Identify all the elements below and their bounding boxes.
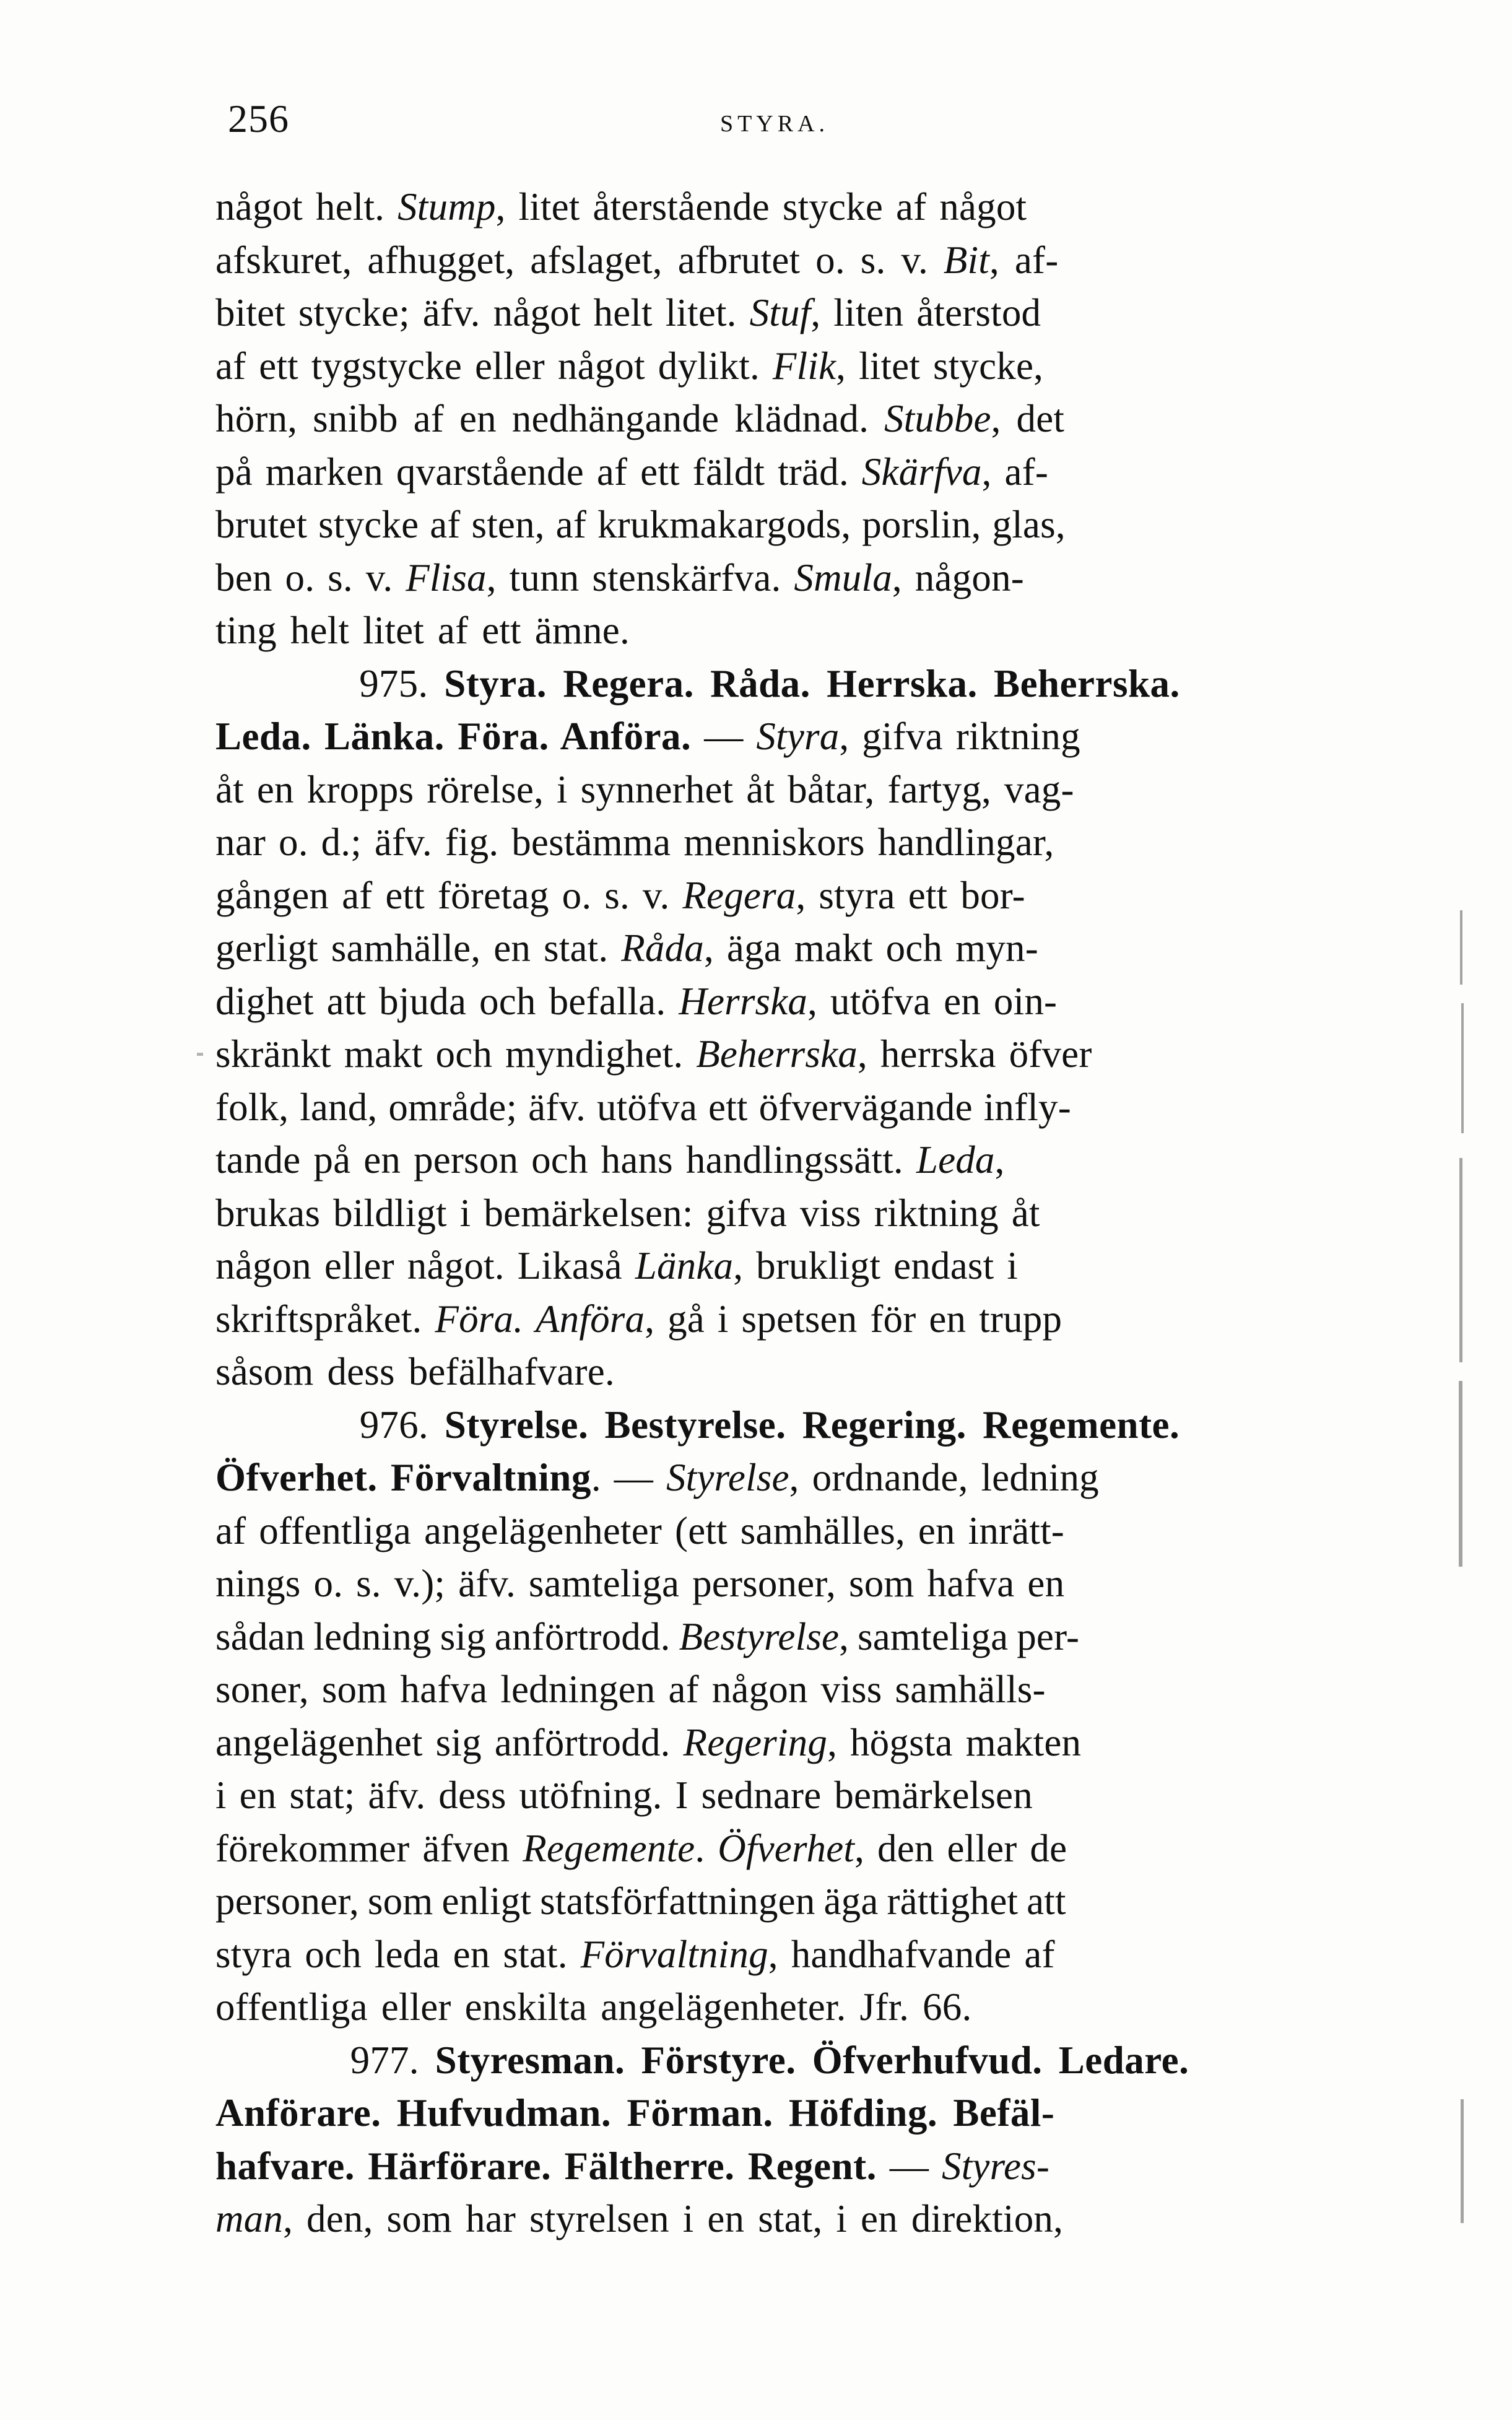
page-number: 256 bbox=[228, 97, 289, 141]
roman-text: nar o. d.; äfv. fig. bestämma menniskors handlingar, bbox=[215, 820, 1054, 864]
roman-text: — bbox=[876, 2144, 942, 2188]
running-head: STYRA. bbox=[719, 111, 830, 137]
roman-text: , litet stycke, bbox=[836, 344, 1044, 388]
italic-headword: Råda bbox=[621, 926, 705, 970]
italic-headword: Styrelse bbox=[666, 1456, 789, 1499]
text-line bbox=[215, 1452, 1324, 1505]
italic-headword: Stubbe bbox=[884, 397, 991, 440]
roman-text: af offentliga angelägenheter (ett samhälles, en inrätt- bbox=[215, 1508, 1064, 1552]
text-line bbox=[215, 2140, 1324, 2193]
roman-text: . bbox=[695, 1826, 718, 1870]
roman-text: . — bbox=[591, 1456, 666, 1499]
text-line bbox=[215, 975, 1324, 1029]
roman-text: ting helt litet af ett ämne. bbox=[215, 609, 630, 652]
text-line bbox=[215, 1240, 1324, 1293]
roman-text: , det bbox=[991, 397, 1065, 440]
italic-headword: Förvaltning bbox=[580, 1932, 768, 1976]
roman-text: , gifva riktning bbox=[839, 715, 1080, 758]
text-line bbox=[215, 287, 1324, 340]
italic-headword: Regering bbox=[683, 1720, 828, 1764]
bold-headword: Styrelse. Bestyrelse. Regering. Regemente. bbox=[444, 1403, 1180, 1447]
text-line bbox=[215, 1663, 1324, 1717]
roman-text: , någon- bbox=[892, 555, 1024, 599]
italic-headword: Stuf bbox=[749, 291, 811, 334]
roman-text: 977. bbox=[350, 2038, 435, 2082]
roman-text: något helt. bbox=[215, 185, 398, 229]
text-line bbox=[215, 869, 1324, 923]
roman-text: nings o. s. v.); äfv. samteliga personer, som hafva en bbox=[215, 1562, 1065, 1605]
text-line bbox=[215, 1134, 1324, 1187]
text-line bbox=[215, 710, 1324, 764]
roman-text: brukas bildligt i bemärkelsen: gifva viss riktning åt bbox=[215, 1191, 1040, 1235]
italic-headword: Regera bbox=[682, 873, 796, 917]
text-line bbox=[215, 1293, 1324, 1346]
roman-text: styra och leda en stat. bbox=[215, 1932, 581, 1976]
text-line bbox=[215, 2193, 1324, 2246]
text-line bbox=[215, 498, 1324, 552]
roman-text: folk, land, område; äfv. utöfva ett öfvervägande infly- bbox=[215, 1085, 1071, 1129]
roman-text: såsom dess befälhafvare. bbox=[215, 1350, 615, 1393]
text-line bbox=[215, 234, 1324, 287]
roman-text: soner, som hafva ledningen af någon viss samhälls- bbox=[215, 1668, 1046, 1711]
roman-text: , tunn stenskärfva. bbox=[486, 555, 794, 599]
roman-text: — bbox=[691, 715, 757, 758]
italic-headword: Öfverhet bbox=[718, 1826, 855, 1870]
text-line bbox=[215, 2087, 1324, 2140]
italic-headword: Leda bbox=[916, 1138, 995, 1182]
text-line bbox=[215, 764, 1324, 817]
roman-text: förekommer äfven bbox=[215, 1826, 523, 1870]
text-line bbox=[215, 1822, 1324, 1876]
text-line bbox=[215, 816, 1324, 869]
text-line bbox=[215, 1875, 1324, 1928]
page-header bbox=[0, 81, 1512, 155]
text-line bbox=[215, 658, 1324, 711]
text-line bbox=[215, 1769, 1324, 1822]
roman-text: af ett tygstycke eller något dylikt. bbox=[215, 344, 773, 388]
roman-text: på marken qvarstående af ett fäldt träd. bbox=[215, 450, 862, 494]
roman-text: , brukligt endast i bbox=[733, 1244, 1018, 1287]
text-line bbox=[215, 1028, 1324, 1081]
roman-text: i en stat; äfv. dess utöfning. I sednare bemärkelsen bbox=[215, 1774, 1033, 1817]
roman-text: skriftspråket. bbox=[215, 1297, 435, 1341]
roman-text: , handhafvande af bbox=[768, 1932, 1055, 1976]
italic-headword: Regemente bbox=[523, 1826, 695, 1870]
roman-text: någon eller något. Likaså bbox=[215, 1244, 635, 1287]
roman-text: , utöfva en oin- bbox=[807, 979, 1058, 1023]
text-line bbox=[215, 1399, 1324, 1452]
body-text-block bbox=[215, 181, 1324, 2246]
italic-headword: Flisa bbox=[406, 555, 487, 599]
text-line bbox=[215, 340, 1324, 393]
roman-text: , af- bbox=[989, 238, 1059, 282]
scan-edge-artifact bbox=[1459, 1381, 1462, 1567]
italic-headword: Bestyrelse bbox=[679, 1614, 840, 1658]
text-line bbox=[215, 393, 1324, 446]
roman-text: , bbox=[994, 1138, 1005, 1182]
roman-text: 976. bbox=[359, 1403, 445, 1447]
roman-text: hörn, snibb af en nedhängande klädnad. bbox=[215, 397, 884, 440]
bold-headword: Styra. Regera. Råda. Herrska. Beherrska. bbox=[444, 661, 1180, 705]
roman-text: skränkt makt och myndighet. bbox=[215, 1032, 697, 1076]
italic-headword: Länka bbox=[635, 1244, 734, 1287]
italic-headword: Föra. Anföra bbox=[435, 1297, 645, 1341]
text-line bbox=[215, 446, 1324, 499]
scan-edge-artifact bbox=[1459, 1158, 1462, 1362]
text-line bbox=[215, 552, 1324, 605]
italic-headword: Bit bbox=[943, 238, 989, 282]
text-line bbox=[215, 1346, 1324, 1399]
italic-headword: Beherrska bbox=[696, 1032, 858, 1076]
roman-text: , styra ett bor- bbox=[796, 873, 1025, 917]
roman-text: , af- bbox=[981, 450, 1049, 494]
roman-text: 975. bbox=[359, 661, 445, 705]
scan-edge-artifact bbox=[1461, 1003, 1464, 1133]
text-line bbox=[215, 1187, 1324, 1240]
italic-headword: Styres- bbox=[942, 2144, 1050, 2188]
italic-headword: Stump bbox=[398, 185, 496, 229]
roman-text: , liten återstod bbox=[810, 291, 1041, 334]
scan-edge-artifact bbox=[1461, 2099, 1464, 2223]
roman-text: bitet stycke; äfv. något helt litet. bbox=[215, 291, 750, 334]
roman-text: offentliga eller enskilta angelägenheter. Jfr. 66. bbox=[215, 1985, 972, 2029]
roman-text: , högsta makten bbox=[827, 1720, 1082, 1764]
italic-headword: Flik bbox=[772, 344, 836, 388]
roman-text: afskuret, afhugget, afslaget, afbrutet o. s. v. bbox=[215, 238, 944, 282]
italic-headword: man bbox=[215, 2197, 284, 2240]
roman-text: tande på en person och hans handlingssätt. bbox=[215, 1138, 916, 1182]
roman-text: dighet att bjuda och befalla. bbox=[215, 979, 679, 1023]
text-line bbox=[215, 2034, 1324, 2087]
bold-headword: Styresman. Förstyre. Öfverhufvud. Ledare. bbox=[435, 2038, 1189, 2082]
roman-text: , ordnande, ledning bbox=[789, 1456, 1099, 1499]
roman-text: brutet stycke af sten, af krukmakargods, porslin, glas, bbox=[215, 503, 1066, 546]
text-line bbox=[215, 1981, 1324, 2034]
roman-text: , litet återstående stycke af något bbox=[495, 185, 1027, 229]
italic-headword: Herrska bbox=[679, 979, 808, 1023]
text-line bbox=[215, 1928, 1324, 1982]
roman-text: sådan ledning sig anförtrodd. bbox=[215, 1614, 679, 1658]
roman-text: , äga makt och myn- bbox=[704, 926, 1038, 970]
text-line bbox=[215, 1505, 1324, 1558]
text-line bbox=[215, 1557, 1324, 1611]
text-line bbox=[215, 1611, 1324, 1664]
bold-headword: Leda. Länka. Föra. Anföra. bbox=[215, 715, 692, 758]
roman-text: ben o. s. v. bbox=[215, 555, 406, 599]
italic-headword: Smula bbox=[794, 555, 892, 599]
roman-text: , gå i spetsen för en trupp bbox=[645, 1297, 1062, 1341]
italic-headword: Skärfva bbox=[861, 450, 982, 494]
roman-text: gerligt samhälle, en stat. bbox=[215, 926, 622, 970]
roman-text: , herrska öfver bbox=[857, 1032, 1092, 1076]
bold-headword: Anförare. Hufvudman. Förman. Höfding. Befäl- bbox=[215, 2091, 1055, 2135]
bold-headword: hafvare. Härförare. Fältherre. Regent. bbox=[215, 2144, 877, 2188]
roman-text: , den eller de bbox=[854, 1826, 1067, 1870]
text-line bbox=[215, 922, 1324, 975]
text-line bbox=[215, 604, 1324, 658]
roman-text: åt en kropps rörelse, i synnerhet åt båtar, fartyg, vag- bbox=[215, 767, 1074, 811]
bold-headword: Öfverhet. Förvaltning bbox=[215, 1456, 591, 1499]
roman-text: , samteliga per- bbox=[839, 1614, 1080, 1658]
text-line bbox=[215, 181, 1324, 234]
roman-text: personer, som enligt statsförfattningen äga rättighet att bbox=[215, 1879, 1066, 1923]
text-line bbox=[215, 1717, 1324, 1770]
roman-text: , den, som har styrelsen i en stat, i en direktion, bbox=[283, 2197, 1064, 2240]
roman-text: angelägenhet sig anförtrodd. bbox=[215, 1720, 684, 1764]
scan-speck-artifact bbox=[197, 1053, 203, 1056]
scan-edge-artifact bbox=[1460, 910, 1462, 985]
text-line bbox=[215, 1081, 1324, 1134]
italic-headword: Styra bbox=[756, 715, 840, 758]
roman-text: gången af ett företag o. s. v. bbox=[215, 873, 683, 917]
